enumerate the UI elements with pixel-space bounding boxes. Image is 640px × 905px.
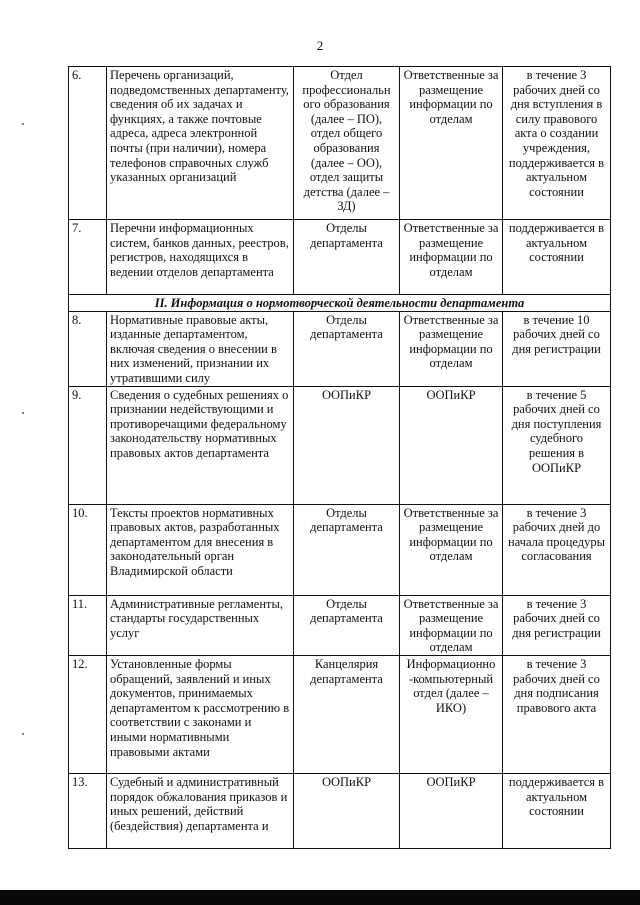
responsible: Ответственные за размещение информации по отделам	[400, 220, 503, 295]
row-number: 9.	[69, 386, 107, 504]
section-heading: II. Информация о нормотворческой деятельности департамента	[69, 295, 611, 312]
deadline: поддерживается в актуальном состоянии	[503, 220, 611, 295]
responsible: Ответственные за размещение информации по отделам	[400, 311, 503, 386]
deadline: в течение 3 рабочих дней со дня вступления в силу правового акта о создании учреждения, поддерживается в актуальном состоянии	[503, 67, 611, 220]
item-description: Установленные формы обращений, заявлений и иных документов, принимаемых департаментом к рассмотрению в соответствии с законами и иными нормативными правовыми актами	[107, 655, 294, 773]
item-description: Перечни информационных систем, банков данных, реестров, регистров, находящихся в ведении отделов департамента	[107, 220, 294, 295]
scan-speck	[22, 412, 24, 414]
row-number: 10.	[69, 504, 107, 595]
row-number: 11.	[69, 595, 107, 655]
scan-bottom-edge	[0, 890, 640, 905]
row-number: 6.	[69, 67, 107, 220]
table-body-a	[69, 67, 611, 295]
source-unit: Отделы департамента	[294, 504, 400, 595]
source-unit: ООПиКР	[294, 773, 400, 848]
deadline: в течение 3 рабочих дней со дня подписания правового акта	[503, 655, 611, 773]
item-description: Нормативные правовые акты, изданные департаментом, включая сведения о внесении в них изменений, признании их утратившими силу	[107, 311, 294, 386]
table-body-b	[69, 311, 611, 848]
deadline: в течение 5 рабочих дней со дня поступления судебного решения в ООПиКР	[503, 386, 611, 504]
responsible: Ответственные за размещение информации по отделам	[400, 67, 503, 220]
row-number: 7.	[69, 220, 107, 295]
table-row	[69, 220, 611, 295]
source-unit: ООПиКР	[294, 386, 400, 504]
table-row	[69, 595, 611, 655]
source-unit: Отделы департамента	[294, 220, 400, 295]
source-unit: Отдел профессиональн ого образования (далее – ПО), отдел общего образования (далее – ОО), отдел защиты детства (далее – ЗД)	[294, 67, 400, 220]
item-description: Административные регламенты, стандарты государственных услуг	[107, 595, 294, 655]
deadline: в течение 10 рабочих дней со дня регистрации	[503, 311, 611, 386]
section-heading-row	[69, 295, 611, 312]
item-description: Перечень организаций, подведомственных департаменту, сведения об их задачах и функциях, а также почтовые адреса, адреса электронной почты (при наличии), номера телефонов справочных служб указанных организаций	[107, 67, 294, 220]
table-row	[69, 504, 611, 595]
row-number: 13.	[69, 773, 107, 848]
row-number: 8.	[69, 311, 107, 386]
table-row	[69, 67, 611, 220]
scan-speck	[22, 733, 24, 735]
source-unit: Отделы департамента	[294, 595, 400, 655]
section-heading-body	[69, 295, 611, 312]
deadline: поддерживается в актуальном состоянии	[503, 773, 611, 848]
deadline: в течение 3 рабочих дней со дня регистрации	[503, 595, 611, 655]
document-table	[68, 66, 611, 849]
source-unit: Канцелярия департамента	[294, 655, 400, 773]
table-row	[69, 386, 611, 504]
deadline: в течение 3 рабочих дней до начала процедуры согласования	[503, 504, 611, 595]
table-row	[69, 655, 611, 773]
responsible: Ответственные за размещение информации по отделам	[400, 504, 503, 595]
item-description: Тексты проектов нормативных правовых актов, разработанных департаментом для внесения в законодательный орган Владимирской области	[107, 504, 294, 595]
table-row	[69, 773, 611, 848]
scan-speck	[22, 123, 24, 125]
source-unit: Отделы департамента	[294, 311, 400, 386]
responsible: ООПиКР	[400, 773, 503, 848]
responsible: ООПиКР	[400, 386, 503, 504]
item-description: Судебный и административный порядок обжалования приказов и иных решений, действий (бездействия) департамента и	[107, 773, 294, 848]
table-row	[69, 311, 611, 386]
responsible: Ответственные за размещение информации по отделам	[400, 595, 503, 655]
responsible: Информационно -компьютерный отдел (далее – ИКО)	[400, 655, 503, 773]
page-number: 2	[316, 38, 324, 53]
item-description: Сведения о судебных решениях о признании недействующими и противоречащими федеральному законодательству нормативных правовых актов департамента	[107, 386, 294, 504]
row-number: 12.	[69, 655, 107, 773]
